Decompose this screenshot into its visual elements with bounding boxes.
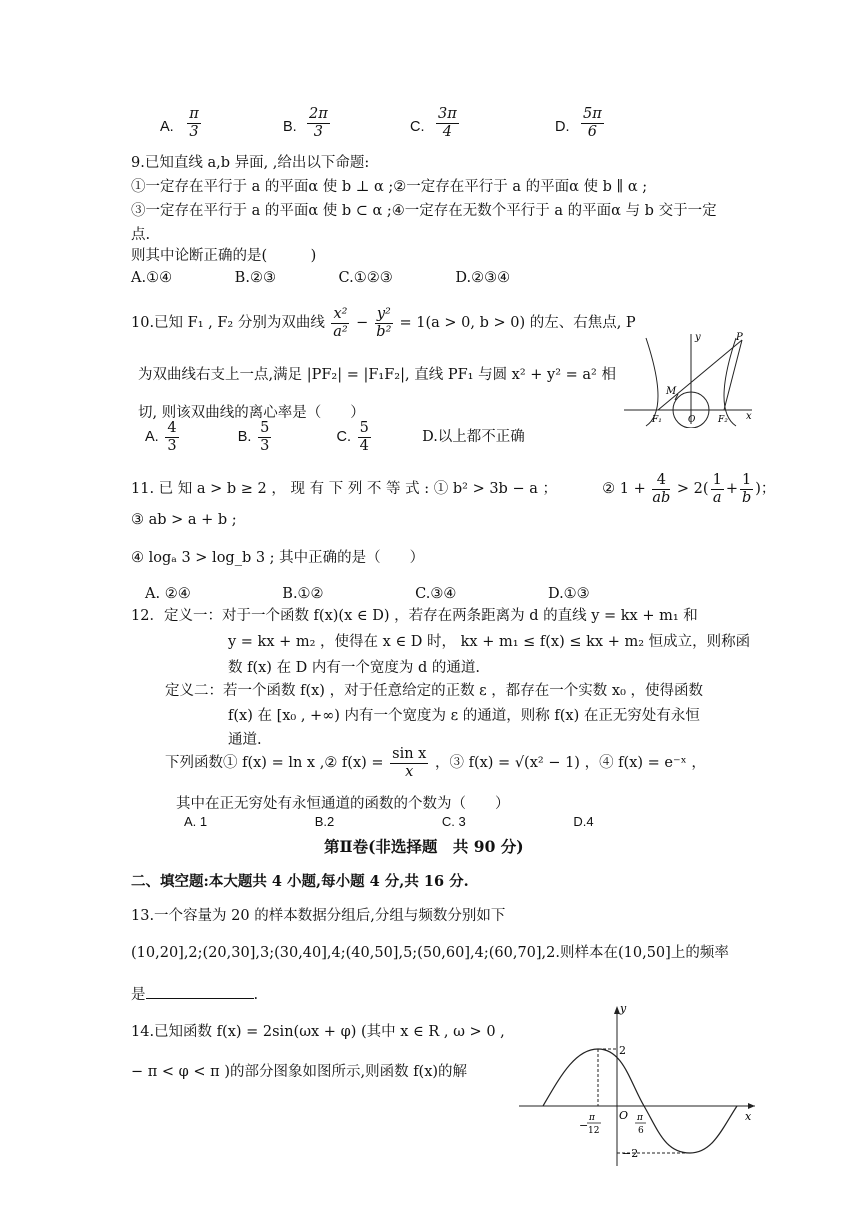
label-12: 12 xyxy=(588,1126,600,1136)
q11-options: A. ②④ B.①② C.③④ D.①③ xyxy=(145,586,590,602)
frac-den: 4 xyxy=(359,437,369,454)
q10-line1 xyxy=(131,306,636,340)
q12-def2-a: 定义二：若一个函数 f(x) ，对于任意给定的正数 ε ，都存在一个实数 x₀ ，使得函数 xyxy=(165,683,704,699)
option-a-fraction xyxy=(184,106,204,140)
option-b-label: B. xyxy=(237,429,252,446)
frac-num: x² xyxy=(333,306,348,322)
label-o: O xyxy=(619,1109,629,1122)
label-6: 6 xyxy=(638,1126,644,1136)
frac-num: 5 xyxy=(260,420,270,436)
q10-frac-x xyxy=(331,306,349,340)
frac-num: π xyxy=(189,106,199,122)
answer-blank xyxy=(146,986,254,999)
section-2-heading: 二、填空题:本大题共 4 小题,每小题 4 分,共 16 分. xyxy=(131,873,469,890)
frac-num: 5 xyxy=(359,420,369,436)
q10-frac-y xyxy=(375,306,393,340)
frac-den: a² xyxy=(333,323,348,340)
part2-title: 第Ⅱ卷(非选择题 共 90 分) xyxy=(324,837,524,856)
q14-line1: 14.已知函数 f(x) = 2sin(ωx + φ) (其中 x ∈ R , ω > 0 , xyxy=(131,1024,505,1040)
frac-den: 3 xyxy=(167,437,177,454)
option-c-label: C. xyxy=(336,429,352,446)
line-pf2 xyxy=(724,340,742,410)
q9-options: A.①④ B.②③ C.①②③ D.②③④ xyxy=(131,270,511,286)
option-d-label: D. xyxy=(555,119,570,135)
q12-def2-b: f(x) 在 [x₀ , +∞) 内有一个宽度为 ε 的通道，则称 f(x) 在正无穷处有永恒 xyxy=(228,708,700,724)
frac-num: 1 xyxy=(741,472,752,488)
frac-den: a xyxy=(712,489,722,506)
q10-line1-a: 10.已知 F₁ , F₂ 分别为双曲线 xyxy=(131,315,325,332)
q11-line1-d: )； xyxy=(755,481,776,498)
plus-sign: + xyxy=(725,481,738,498)
label-y: y xyxy=(695,332,701,343)
label-y: y xyxy=(620,1002,627,1015)
q12-def2-c: 通道. xyxy=(228,732,262,748)
frac-den: 6 xyxy=(587,123,597,140)
label-x: x xyxy=(746,411,752,422)
frac-den: 3 xyxy=(189,123,199,140)
sine-graph-figure xyxy=(515,1002,760,1168)
option-c-fraction xyxy=(358,420,371,454)
hyperbola-figure xyxy=(618,328,758,428)
label-pi-2: π xyxy=(637,1113,643,1123)
option-c-fraction xyxy=(434,106,461,140)
frac-num: 4 xyxy=(167,420,177,436)
option-b-fraction xyxy=(305,106,332,140)
label-o: O xyxy=(688,415,696,425)
option-a-label: A. xyxy=(145,429,159,446)
q13-line3-end: . xyxy=(253,987,259,1003)
label-x: x xyxy=(745,1110,752,1123)
q10-options xyxy=(145,420,525,454)
q10-line3: 切, 则该双曲线的离心率是（ ） xyxy=(138,405,365,421)
option-b-label: B. xyxy=(283,119,297,135)
q13-line3-text: 是 xyxy=(131,987,146,1003)
q9-line3: 点. xyxy=(131,227,151,243)
left-branch xyxy=(646,338,658,426)
frac-num: y² xyxy=(376,306,391,322)
option-d-fraction xyxy=(579,106,606,140)
label-p: P xyxy=(736,332,743,343)
q11-line2: ③ ab > a + b ; xyxy=(131,512,237,528)
q13-line2: (10,20],2;(20,30],3;(30,40],4;(40,50],5;(50,60],4;(60,70],2.则样本在(10,50]上的频率 xyxy=(131,945,729,961)
q9-line2: ③一定存在平行于 a 的平面α 使 b ⊂ α ;④一定存在无数个平行于 a 的平面α 与 b 交于一定 xyxy=(131,203,717,219)
q13-line3 xyxy=(131,983,258,1004)
frac-den: ab xyxy=(652,489,671,506)
label-f1: F₁ xyxy=(652,415,662,425)
q11-line1-c: > 2( xyxy=(676,481,709,498)
frac-num: 1 xyxy=(712,472,722,488)
frac-num: 5π xyxy=(583,106,602,122)
line-pf1 xyxy=(658,340,742,410)
frac-num: sin x xyxy=(392,746,427,762)
q12-def1-b: y = kx + m₂ ，使得在 x ∈ D 时， kx + m₁ ≤ f(x) ≤ kx + m₂ 恒成立，则称函 xyxy=(228,634,751,650)
frac-den: b xyxy=(741,489,752,506)
q11-frac-1-a xyxy=(711,472,724,506)
q12-funcs-a: 下列函数① f(x) = ln x ,② f(x) = xyxy=(165,755,384,772)
option-b-fraction xyxy=(258,420,271,454)
q11-line1 xyxy=(131,472,775,506)
label-m: M xyxy=(666,386,677,397)
q10-line2: 为双曲线右支上一点,满足 |PF₂| = |F₁F₂|, 直线 PF₁ 与圆 x² + y² = a² 相 xyxy=(138,367,616,383)
q12-options: A. 1 B.2 C. 3 D.4 xyxy=(184,814,594,829)
frac-den: 3 xyxy=(260,437,270,454)
minus-sign: − xyxy=(356,315,369,332)
option-a-label: A. xyxy=(160,119,174,135)
frac-num: 3π xyxy=(438,106,457,122)
q12-frac-sinx xyxy=(390,746,428,780)
frac-num: 2π xyxy=(309,106,328,122)
right-branch xyxy=(724,338,736,426)
x-axis-arrow xyxy=(748,1103,755,1109)
q12-funcs-b: ，③ f(x) = √(x² − 1) ，④ f(x) = e⁻ˣ ， xyxy=(434,755,706,772)
frac-den: x xyxy=(405,763,414,780)
q11-line1-b: ② 1 + xyxy=(602,481,646,498)
label-pi-1: π xyxy=(589,1113,595,1123)
label-minus-2: −2 xyxy=(622,1147,639,1160)
q12-def1-c: 数 f(x) 在 D 内有一个宽度为 d 的通道. xyxy=(228,660,481,676)
q9-ask: 则其中论断正确的是( ) xyxy=(131,248,317,264)
frac-den: 4 xyxy=(442,123,452,140)
q11-frac-4-ab xyxy=(652,472,670,506)
option-c-label: C. xyxy=(410,119,425,135)
q11-line1-a: 11. 已 知 a > b ≥ 2 ， 现 有 下 列 不 等 式 : ① b² > 3b − a ； xyxy=(131,481,557,498)
q13-line1: 13.一个容量为 20 的样本数据分组后,分组与频数分别如下 xyxy=(131,908,506,924)
q12-funcs xyxy=(165,746,706,780)
q12-ask: 其中在正无穷处有永恒通道的函数的个数为（ ） xyxy=(176,796,510,812)
q11-frac-1-b xyxy=(740,472,753,506)
q10-line1-b: = 1(a > 0, b > 0) 的左、右焦点, P xyxy=(399,315,636,332)
option-d-label: D.以上都不正确 xyxy=(422,429,525,446)
q12-def1-a: 12．定义一：对于一个函数 f(x)(x ∈ D) ，若存在两条距离为 d 的直线 y = kx + m₁ 和 xyxy=(131,608,698,624)
q11-line3: ④ logₐ 3 > log_b 3 ; 其中正确的是（ ） xyxy=(131,550,425,566)
q9-stem: 9.已知直线 a,b 异面, ,给出以下命题: xyxy=(131,155,370,171)
q14-line2: − π < φ < π )的部分图象如图所示,则函数 f(x)的解 xyxy=(131,1064,468,1080)
option-a-fraction xyxy=(165,420,178,454)
q9-line1: ①一定存在平行于 a 的平面α 使 b ⊥ α ;②一定存在平行于 a 的平面α 使 b ∥ α ; xyxy=(131,179,648,195)
label-f2: F₂ xyxy=(718,415,728,425)
label-2: 2 xyxy=(619,1044,626,1057)
label-neg: − xyxy=(579,1119,589,1132)
frac-den: b² xyxy=(376,323,392,340)
frac-den: 3 xyxy=(313,123,323,140)
frac-num: 4 xyxy=(652,472,670,490)
sine-curve xyxy=(543,1049,737,1153)
